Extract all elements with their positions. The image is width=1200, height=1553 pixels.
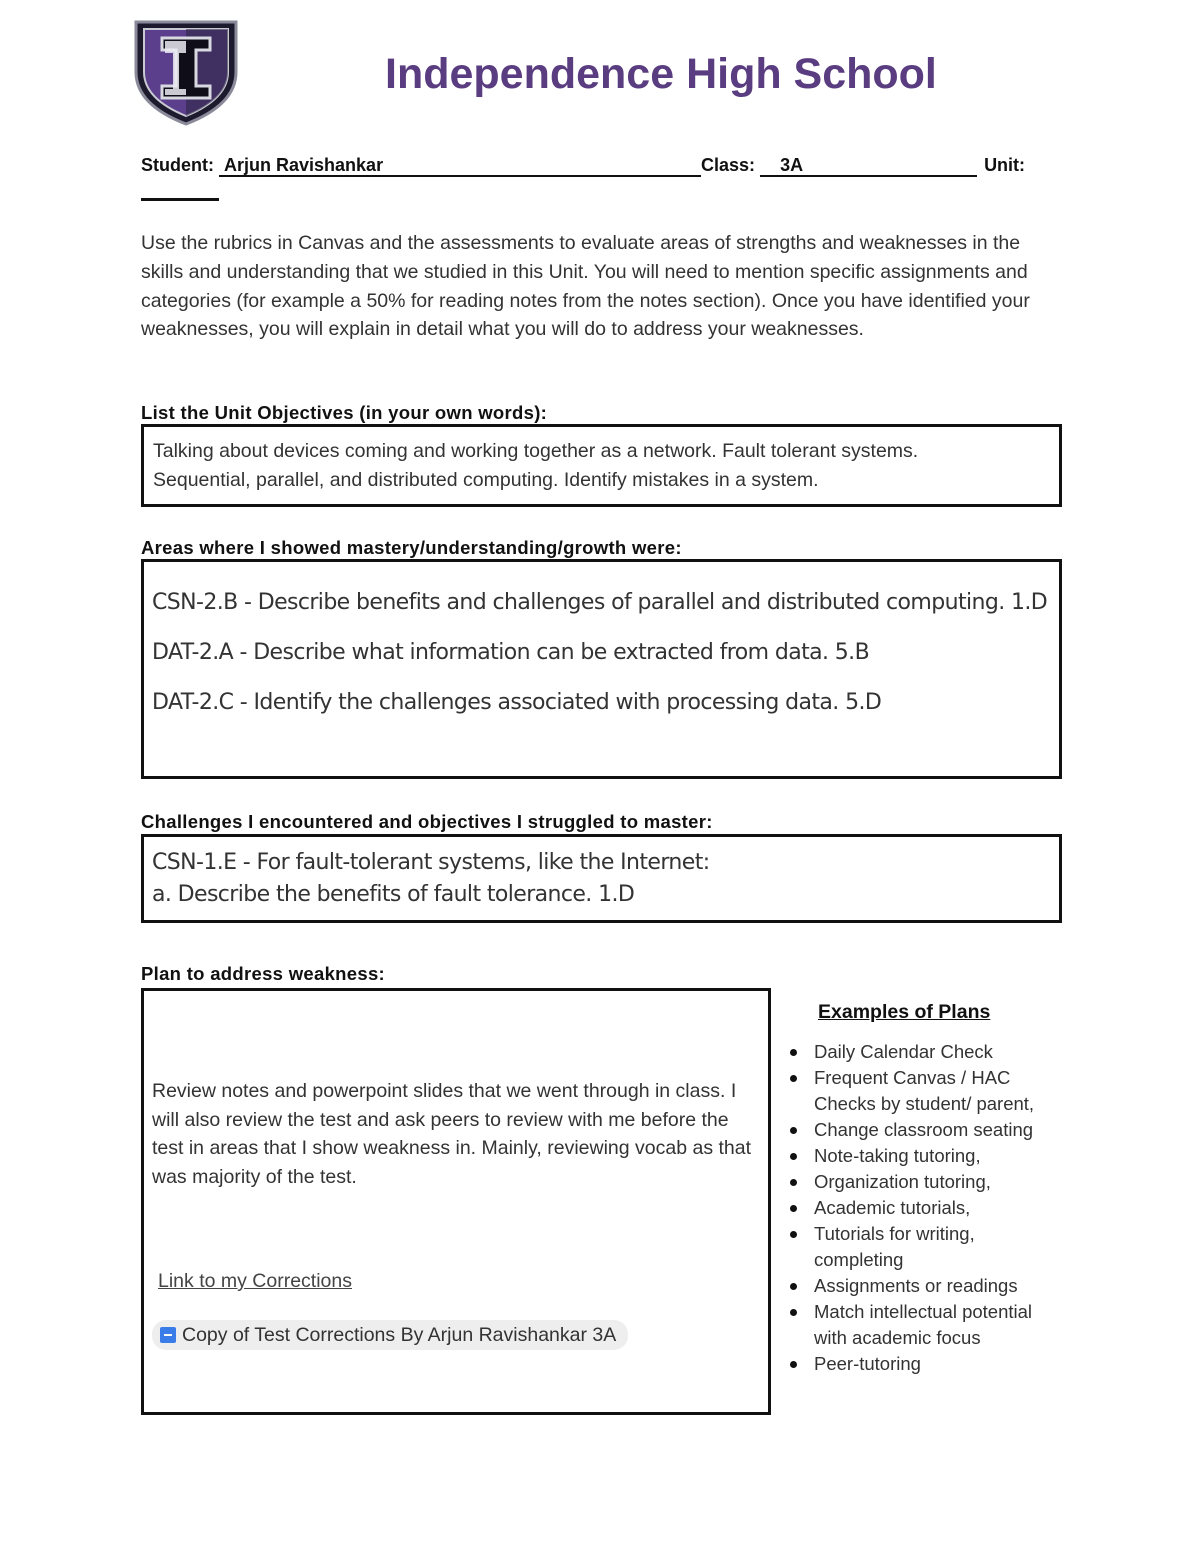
instructions-paragraph: Use the rubrics in Canvas and the assessments to evaluate areas of strengths and weaknesses in the skills and understanding that we studied in this Unit. You will need to mention specific assignments and categories (for example a 50% for reading notes from the notes section). Once you have identified your weaknesses, you will explain in detail what you will do to address your weaknesses.: [141, 232, 1030, 341]
objectives-box[interactable]: [141, 424, 1062, 507]
list-item: Assignments or readings: [788, 1273, 1068, 1299]
list-item: Match intellectual potential with academic focus: [788, 1299, 1068, 1351]
list-item: Note-taking tutoring,: [788, 1143, 1068, 1169]
corrections-doc-chip[interactable]: [152, 1320, 628, 1350]
list-item: Organization tutoring,: [788, 1169, 1068, 1195]
shield-logo-icon: [132, 16, 240, 126]
class-label: Class:: [701, 155, 756, 175]
student-name-field[interactable]: [219, 155, 701, 177]
google-doc-icon: [160, 1327, 176, 1343]
class-value: 3A: [780, 155, 804, 175]
mastery-item: CSN-2.B - Describe benefits and challenges of parallel and distributed computing. 1.D: [152, 590, 1048, 615]
mastery-item: DAT-2.A - Describe what information can be extracted from data. 5.B: [152, 640, 870, 665]
list-item: Peer-tutoring: [788, 1351, 1068, 1377]
challenges-label: Challenges I encountered and objectives I struggled to master:: [141, 811, 713, 832]
challenges-line-1: CSN-1.E - For fault-tolerant systems, like the Internet:: [152, 850, 710, 875]
unit-label: Unit:: [984, 155, 1026, 175]
plan-label: Plan to address weakness:: [141, 963, 385, 984]
mastery-label: Areas where I showed mastery/understanding/growth were:: [141, 537, 682, 558]
student-info-line: [141, 155, 1025, 177]
plan-text: Review notes and powerpoint slides that we went through in class. I will also review the test and ask peers to review with me before the test in areas that I show weakness in. Mainly, reviewing vocab as that was majority of the test.: [152, 1080, 752, 1188]
corrections-doc-chip-label: Copy of Test Corrections By Arjun Ravishankar 3A: [182, 1323, 617, 1346]
school-title: Independence High School: [385, 50, 937, 98]
list-item: Tutorials for writing, completing: [788, 1221, 1068, 1273]
plan-box[interactable]: [141, 988, 771, 1415]
examples-title: Examples of Plans: [818, 1001, 991, 1023]
student-label: Student:: [141, 155, 214, 175]
school-logo: [132, 16, 240, 126]
challenges-box[interactable]: [141, 834, 1062, 923]
mastery-box[interactable]: [141, 559, 1062, 779]
class-field[interactable]: [760, 155, 977, 177]
list-item: Frequent Canvas / HAC Checks by student/ parent,: [788, 1065, 1068, 1117]
list-item: Change classroom seating: [788, 1117, 1068, 1143]
examples-list: [788, 1039, 1068, 1377]
list-item: Daily Calendar Check: [788, 1039, 1068, 1065]
mastery-item: DAT-2.C - Identify the challenges associated with processing data. 5.D: [152, 690, 882, 715]
challenges-line-2: a. Describe the benefits of fault tolerance. 1.D: [152, 882, 635, 907]
corrections-link[interactable]: Link to my Corrections: [158, 1270, 352, 1292]
objectives-line-2: Sequential, parallel, and distributed computing. Identify mistakes in a system.: [153, 468, 819, 491]
student-name-value: Arjun Ravishankar: [224, 155, 384, 175]
unit-field[interactable]: [141, 198, 219, 201]
list-item: Academic tutorials,: [788, 1195, 1068, 1221]
objectives-line-1: Talking about devices coming and working together as a network. Fault tolerant systems.: [153, 440, 919, 462]
objectives-label: List the Unit Objectives (in your own words):: [141, 402, 548, 423]
